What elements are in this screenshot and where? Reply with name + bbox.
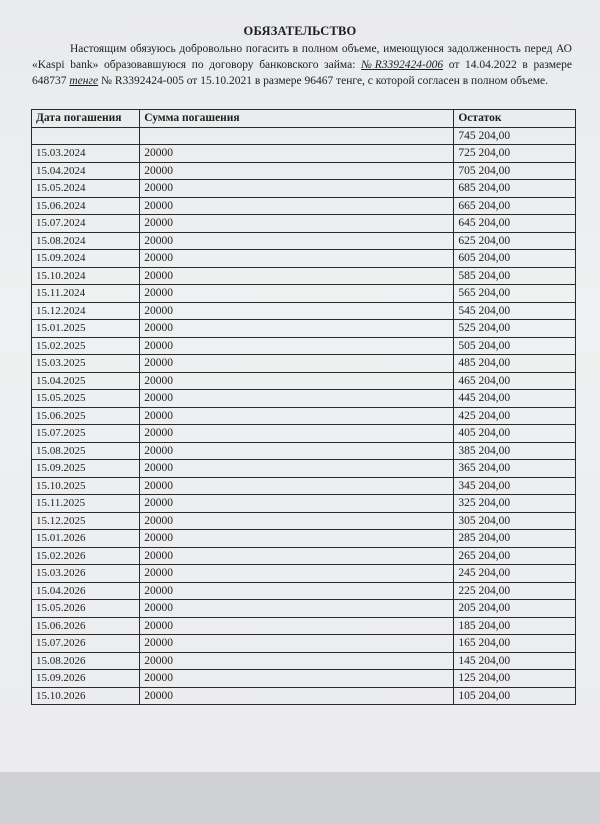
contract-ref: №R3392424-006 xyxy=(361,59,444,71)
cell-payment-date: 15.11.2025 xyxy=(32,495,140,513)
cell-payment-amount: 20000 xyxy=(140,530,454,548)
table-row xyxy=(32,267,576,285)
cell-payment-amount: 20000 xyxy=(140,407,454,425)
table-row xyxy=(32,145,576,163)
header-payment-amount: Сумма погашения xyxy=(140,110,454,128)
table-row xyxy=(32,355,576,373)
table-row xyxy=(32,530,576,548)
cell-balance: 105 204,00 xyxy=(454,687,576,705)
cell-payment-date: 15.07.2024 xyxy=(32,215,140,233)
table-row xyxy=(32,652,576,670)
table-row xyxy=(32,687,576,705)
table-row xyxy=(32,337,576,355)
cell-balance: 425 204,00 xyxy=(454,407,576,425)
table-row xyxy=(32,442,576,460)
cell-payment-date: 15.08.2024 xyxy=(32,232,140,250)
cell-balance: 565 204,00 xyxy=(454,285,576,303)
cell-balance: 685 204,00 xyxy=(454,180,576,198)
cell-payment-amount: 20000 xyxy=(140,600,454,618)
cell-payment-date: 15.05.2024 xyxy=(32,180,140,198)
table-row xyxy=(32,162,576,180)
cell-payment-amount: 20000 xyxy=(140,232,454,250)
currency-word: тенге xyxy=(69,75,99,87)
cell-payment-amount: 20000 xyxy=(140,355,454,373)
para-start: Настоящим обязуюсь добровольно погасить в полном объеме, имеющуюся задолженность перед АО «Kaspi bank» образовавшуюся по договору банковского займа: xyxy=(32,43,572,71)
cell-balance: 665 204,00 xyxy=(454,197,576,215)
cell-balance: 365 204,00 xyxy=(454,460,576,478)
cell-payment-amount: 20000 xyxy=(140,582,454,600)
cell-balance: 625 204,00 xyxy=(454,232,576,250)
cell-balance: 405 204,00 xyxy=(454,425,576,443)
cell-balance: 445 204,00 xyxy=(454,390,576,408)
cell-payment-date: 15.03.2026 xyxy=(32,565,140,583)
cell-balance: 745 204,00 xyxy=(454,127,576,145)
table-row xyxy=(32,600,576,618)
cell-payment-amount: 20000 xyxy=(140,652,454,670)
cell-payment-amount: 20000 xyxy=(140,390,454,408)
cell-balance: 185 204,00 xyxy=(454,617,576,635)
cell-payment-amount xyxy=(140,127,454,145)
cell-payment-date: 15.07.2025 xyxy=(32,425,140,443)
cell-payment-date: 15.06.2026 xyxy=(32,617,140,635)
cell-payment-amount: 20000 xyxy=(140,162,454,180)
cell-payment-date: 15.06.2024 xyxy=(32,197,140,215)
cell-payment-amount: 20000 xyxy=(140,495,454,513)
cell-payment-date: 15.03.2025 xyxy=(32,355,140,373)
cell-payment-date: 15.12.2024 xyxy=(32,302,140,320)
cell-payment-date: 15.04.2026 xyxy=(32,582,140,600)
cell-payment-amount: 20000 xyxy=(140,635,454,653)
cell-payment-amount: 20000 xyxy=(140,320,454,338)
cell-payment-amount: 20000 xyxy=(140,302,454,320)
table-row xyxy=(32,215,576,233)
table-row xyxy=(32,495,576,513)
payment-schedule-table xyxy=(31,109,576,705)
cell-payment-amount: 20000 xyxy=(140,512,454,530)
cell-payment-date: 15.10.2024 xyxy=(32,267,140,285)
table-row xyxy=(32,372,576,390)
cell-payment-amount: 20000 xyxy=(140,477,454,495)
table-row xyxy=(32,285,576,303)
cell-payment-amount: 20000 xyxy=(140,617,454,635)
cell-payment-date: 15.04.2025 xyxy=(32,372,140,390)
cell-balance: 645 204,00 xyxy=(454,215,576,233)
cell-payment-amount: 20000 xyxy=(140,460,454,478)
table-row xyxy=(32,547,576,565)
cell-payment-amount: 20000 xyxy=(140,565,454,583)
cell-balance: 245 204,00 xyxy=(454,565,576,583)
cell-payment-amount: 20000 xyxy=(140,372,454,390)
cell-payment-date: 15.10.2025 xyxy=(32,477,140,495)
cell-payment-amount: 20000 xyxy=(140,285,454,303)
table-row xyxy=(32,512,576,530)
cell-payment-date: 15.09.2025 xyxy=(32,460,140,478)
para-end: № R3392424-005 от 15.10.2021 в размере 96467 тенге, с которой согласен в полном объеме. xyxy=(98,75,548,87)
table-row xyxy=(32,425,576,443)
cell-payment-date xyxy=(32,127,140,145)
cell-balance: 585 204,00 xyxy=(454,267,576,285)
cell-balance: 345 204,00 xyxy=(454,477,576,495)
cell-balance: 165 204,00 xyxy=(454,635,576,653)
cell-balance: 705 204,00 xyxy=(454,162,576,180)
cell-payment-date: 15.01.2025 xyxy=(32,320,140,338)
table-body xyxy=(32,127,576,705)
cell-payment-amount: 20000 xyxy=(140,180,454,198)
cell-balance: 605 204,00 xyxy=(454,250,576,268)
cell-balance: 465 204,00 xyxy=(454,372,576,390)
header-payment-date: Дата погашения xyxy=(32,110,140,128)
background-surface xyxy=(0,772,600,823)
cell-balance: 265 204,00 xyxy=(454,547,576,565)
cell-payment-date: 15.02.2025 xyxy=(32,337,140,355)
cell-payment-amount: 20000 xyxy=(140,670,454,688)
document-title: ОБЯЗАТЕЛЬСТВО xyxy=(243,24,357,38)
cell-balance: 545 204,00 xyxy=(454,302,576,320)
table-row xyxy=(32,460,576,478)
cell-payment-date: 15.02.2026 xyxy=(32,547,140,565)
table-row xyxy=(32,390,576,408)
cell-balance: 725 204,00 xyxy=(454,145,576,163)
cell-balance: 525 204,00 xyxy=(454,320,576,338)
cell-payment-date: 15.05.2025 xyxy=(32,390,140,408)
cell-payment-date: 15.09.2026 xyxy=(32,670,140,688)
table-row xyxy=(32,250,576,268)
cell-payment-date: 15.11.2024 xyxy=(32,285,140,303)
table-row xyxy=(32,635,576,653)
table-header-row xyxy=(32,110,576,128)
cell-payment-date: 15.08.2026 xyxy=(32,652,140,670)
table-row xyxy=(32,127,576,145)
cell-payment-amount: 20000 xyxy=(140,250,454,268)
cell-balance: 385 204,00 xyxy=(454,442,576,460)
cell-balance: 145 204,00 xyxy=(454,652,576,670)
table-row xyxy=(32,477,576,495)
table-row xyxy=(32,582,576,600)
cell-payment-date: 15.03.2024 xyxy=(32,145,140,163)
header-balance: Остаток xyxy=(454,110,576,128)
cell-payment-amount: 20000 xyxy=(140,197,454,215)
cell-balance: 285 204,00 xyxy=(454,530,576,548)
cell-payment-amount: 20000 xyxy=(140,215,454,233)
table-row xyxy=(32,180,576,198)
cell-payment-date: 15.01.2026 xyxy=(32,530,140,548)
para-mid: от 14.04.2022 в размере 648737 xyxy=(32,59,572,87)
cell-payment-date: 15.09.2024 xyxy=(32,250,140,268)
cell-payment-date: 15.12.2025 xyxy=(32,512,140,530)
cell-payment-amount: 20000 xyxy=(140,547,454,565)
cell-balance: 205 204,00 xyxy=(454,600,576,618)
table-row xyxy=(32,302,576,320)
cell-payment-amount: 20000 xyxy=(140,442,454,460)
table-row xyxy=(32,565,576,583)
cell-balance: 125 204,00 xyxy=(454,670,576,688)
cell-payment-amount: 20000 xyxy=(140,425,454,443)
cell-payment-date: 15.07.2026 xyxy=(32,635,140,653)
cell-payment-date: 15.05.2026 xyxy=(32,600,140,618)
cell-payment-amount: 20000 xyxy=(140,337,454,355)
table-row xyxy=(32,197,576,215)
cell-balance: 225 204,00 xyxy=(454,582,576,600)
table-row xyxy=(32,617,576,635)
table-row xyxy=(32,670,576,688)
cell-balance: 305 204,00 xyxy=(454,512,576,530)
cell-payment-amount: 20000 xyxy=(140,145,454,163)
cell-payment-amount: 20000 xyxy=(140,687,454,705)
cell-balance: 505 204,00 xyxy=(454,337,576,355)
cell-payment-amount: 20000 xyxy=(140,267,454,285)
cell-balance: 325 204,00 xyxy=(454,495,576,513)
obligation-paragraph xyxy=(32,41,572,89)
cell-balance: 485 204,00 xyxy=(454,355,576,373)
table-row xyxy=(32,320,576,338)
cell-payment-date: 15.06.2025 xyxy=(32,407,140,425)
table-row xyxy=(32,232,576,250)
cell-payment-date: 15.08.2025 xyxy=(32,442,140,460)
cell-payment-date: 15.10.2026 xyxy=(32,687,140,705)
table-row xyxy=(32,407,576,425)
cell-payment-date: 15.04.2024 xyxy=(32,162,140,180)
